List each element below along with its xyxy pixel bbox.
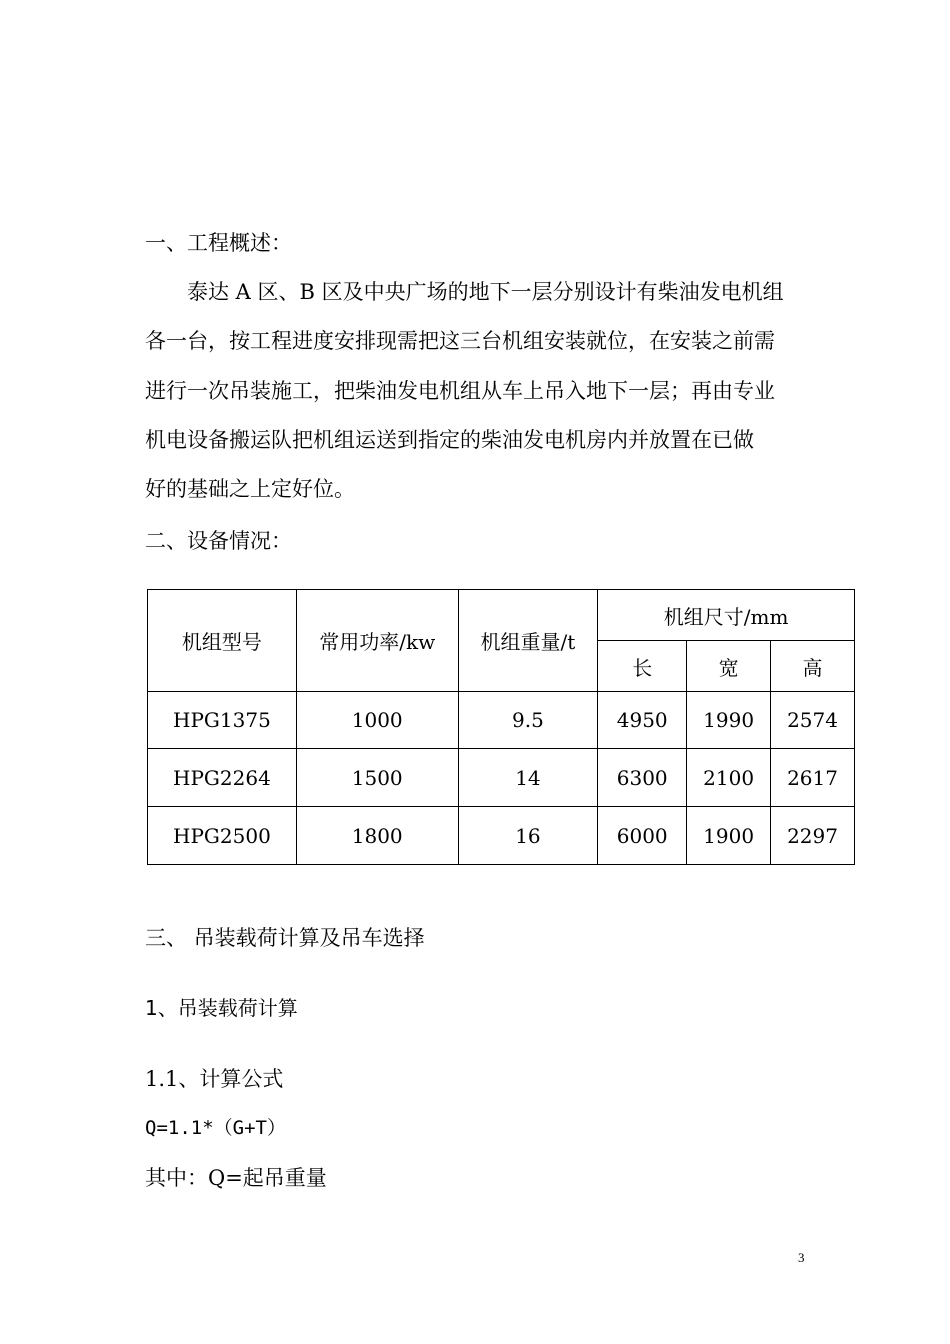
paragraph-line: 机电设备搬运队把机组运送到指定的柴油发电机房内并放置在已做 [145, 428, 754, 452]
table-row [148, 749, 855, 807]
cell-length: 4950 [598, 692, 687, 749]
cell-width: 1900 [687, 807, 771, 865]
cell-power: 1000 [296, 692, 458, 749]
paragraph-line: 进行一次吊装施工，把柴油发电机组从车上吊入地下一层；再由专业 [145, 379, 775, 403]
cell-model: HPG2264 [148, 749, 297, 807]
page-number: 3 [798, 1250, 805, 1265]
subsection-1-1-heading: 1.1、计算公式 [145, 1067, 284, 1091]
paragraph-line: 好的基础之上定好位。 [145, 477, 355, 501]
cell-model: HPG1375 [148, 692, 297, 749]
cell-height: 2617 [771, 749, 855, 807]
header-power: 常用功率/kw [296, 590, 458, 692]
subsection-1-heading: 1、吊装载荷计算 [145, 996, 298, 1020]
table-row [148, 692, 855, 749]
cell-weight: 16 [458, 807, 598, 865]
formula-definition: 其中：Q=起吊重量 [145, 1166, 327, 1190]
header-model: 机组型号 [148, 590, 297, 692]
section-1-heading: 一、工程概述： [145, 231, 292, 255]
cell-length: 6000 [598, 807, 687, 865]
cell-power: 1500 [296, 749, 458, 807]
paragraph-line: 泰达 A 区、B 区及中央广场的地下一层分别设计有柴油发电机组 [187, 280, 784, 304]
header-height: 高 [771, 641, 855, 692]
section-3-heading: 三、 吊装载荷计算及吊车选择 [145, 926, 425, 950]
table-header-row [148, 590, 855, 641]
table-row [148, 807, 855, 865]
cell-height: 2297 [771, 807, 855, 865]
header-size: 机组尺寸/mm [598, 590, 855, 641]
cell-weight: 9.5 [458, 692, 598, 749]
cell-width: 2100 [687, 749, 771, 807]
cell-weight: 14 [458, 749, 598, 807]
header-weight: 机组重量/t [458, 590, 598, 692]
header-width: 宽 [687, 641, 771, 692]
formula: Q=1.1*（G+T） [145, 1117, 286, 1139]
equipment-table [147, 589, 855, 865]
cell-width: 1990 [687, 692, 771, 749]
cell-power: 1800 [296, 807, 458, 865]
cell-height: 2574 [771, 692, 855, 749]
cell-length: 6300 [598, 749, 687, 807]
cell-model: HPG2500 [148, 807, 297, 865]
paragraph-line: 各一台，按工程进度安排现需把这三台机组安装就位，在安装之前需 [145, 329, 775, 353]
header-length: 长 [598, 641, 687, 692]
section-2-heading: 二、设备情况： [145, 529, 292, 553]
